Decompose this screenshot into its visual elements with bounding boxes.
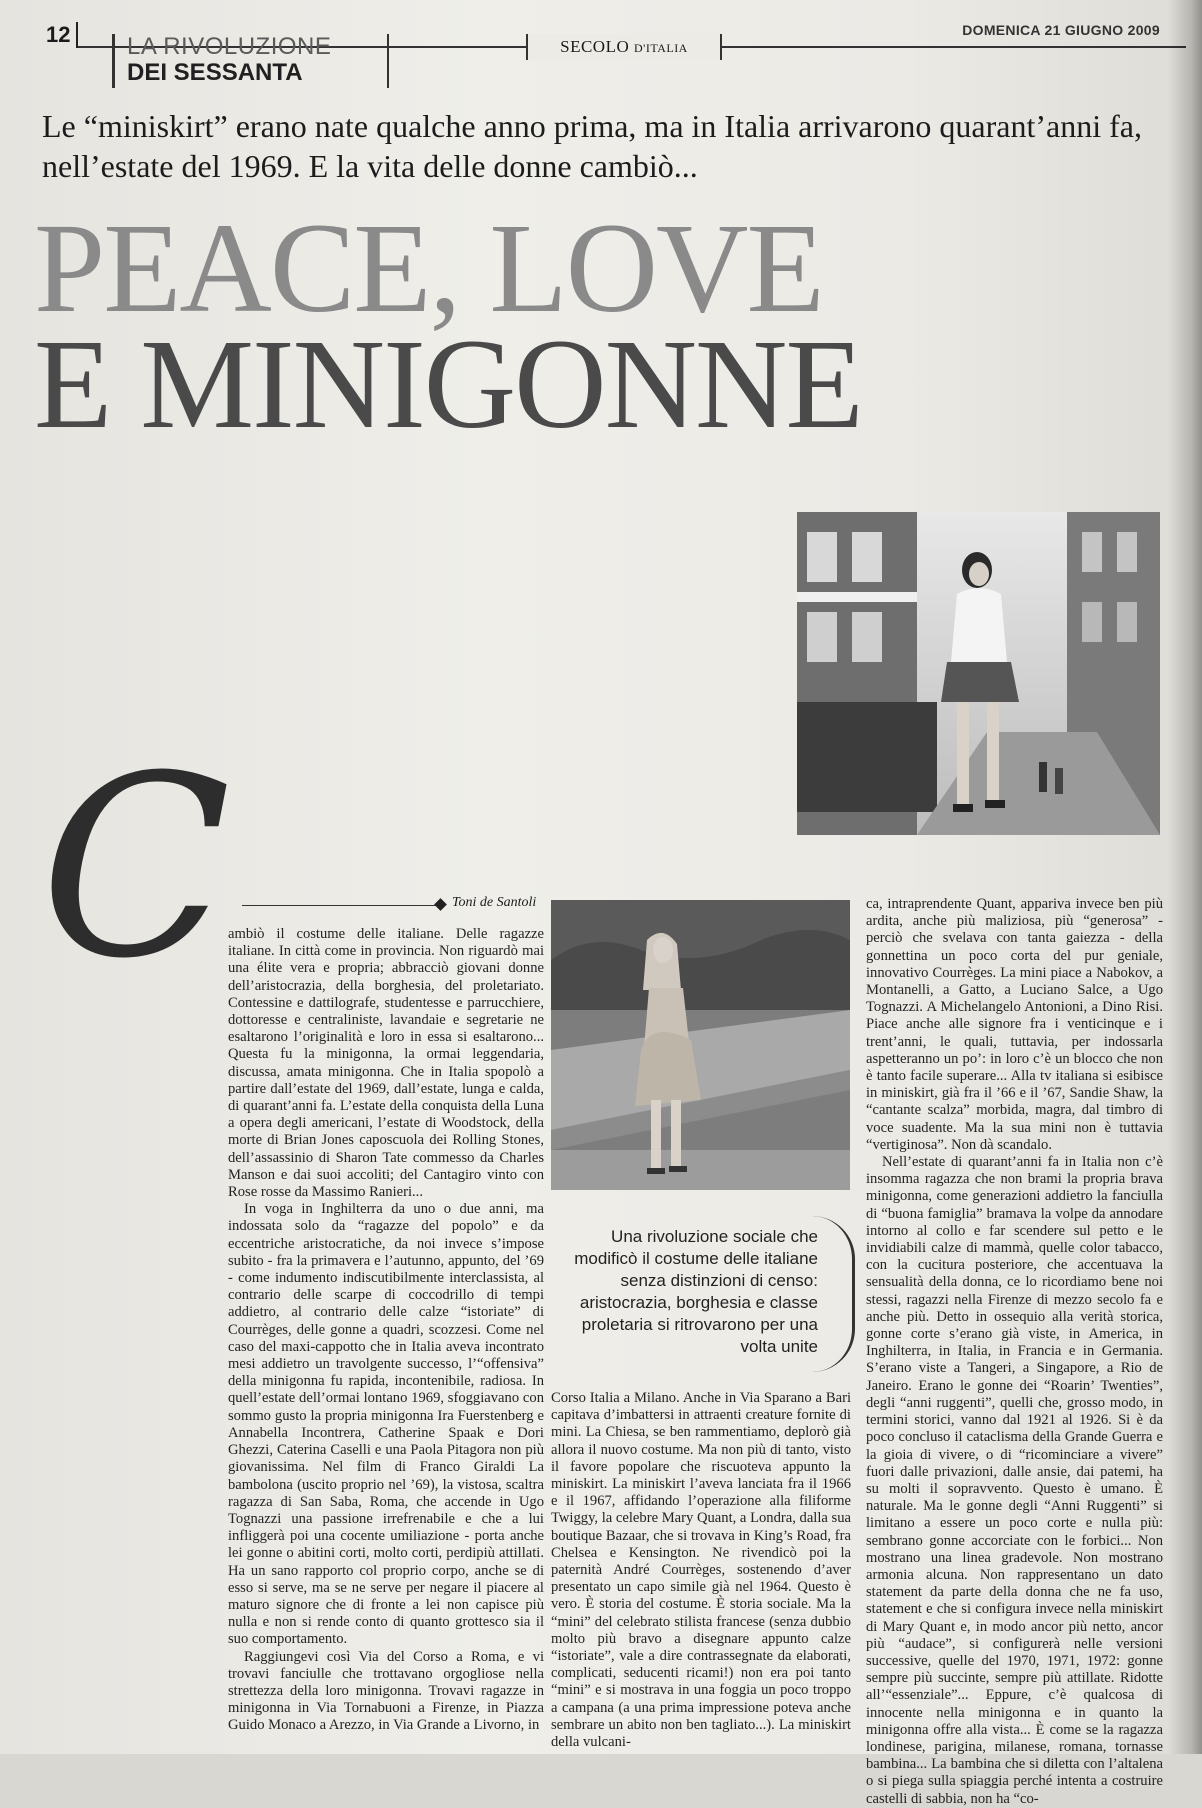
dateline: DOMENICA 21 GIUGNO 2009 [962, 22, 1160, 38]
masthead-suffix: D'ITALIA [634, 41, 688, 55]
pull-quote: Una rivoluzione sociale che modificò il costume delle italiane senza distinzioni di censo: aristocrazia, borghesia e classe proletaria si ritrovarono per una volta unite [574, 1227, 818, 1356]
article-column-1 [228, 926, 544, 1740]
photo-woman-street [797, 512, 1160, 835]
byline: Toni de Santoli [452, 895, 537, 910]
column-3-paragraph-2: Nell’estate di quarant’anni fa in Italia non c’è insomma ragazza che non brami la propria brava minigonna, come generazioni addietro la fanciulla di “buona famiglia” bramava la volpe da annodare intorno al collo e far scendere sul petto e le invidiabili calze di mammà, quelle color tabacco, con la cucitura posteriore, che accentuava la sensualità della donna, ce lo ricordiamo bene noi stessi, ragazzi nella Firenze di mezzo secolo fa e anche più. Detto in ossequio alla verità storica, gonne corte s’erano già viste, in America, in Inghilterra, in Italia, in Francia e in Germania. S’erano viste a Tangeri, a Singapore, a Rio de Janeiro. Erano le gonne dei “Roarin’ Twenties”, degli “anni ruggenti”, quelli che, grosso modo, in termini storici, vanno dal 1921 al 1926. Si è da poco concluso il cataclisma della Grande Guerra e la gioia di vivere, o di “ricominciare a vivere” fuori dalle privazioni, dalle ansie, dai patemi, ha su molti il sopravvento. Questo è umano. È naturale. Ma le gonne degli “Anni Ruggenti” si limitano a essere un poco corte e nulla più: sembrano gonne accorciate con le forbici... Non mostrano una linea gradevole. Non mostrano armonia alcuna. Non rappresentano un dato statement da parte della donna che ne fa uso, statement e che si configura invece nella miniskirt di Mary Quant e, in modo ancor più netto, ancor più “audace”, si configurerà nelle versioni successive, quelle del 1970, 1971, 1972: gonne sempre più succinte, sempre più attillate. Ridotte all’“essenziale”... Eppure, c’è qualcosa di innocente nella minigonna e in quanto la minigonna offre alla vista... È come se la ragazza londinese, parigina, milanese, romana, tornasse bambina... La bambina che si diletta con l’altalena o si piega sulla spiaggia perché intenta a costruire castelli di sabbia, non ha “co- [866, 1154, 1163, 1807]
section-line-1: LA RIVOLUZIONE [127, 33, 332, 60]
article-column-2 [551, 1390, 851, 1751]
page-fold-shadow [1168, 0, 1202, 1754]
section-label [112, 34, 389, 88]
column-1-paragraph-3: Raggiungevi così Via del Corso a Roma, e vi trovavi fanciulle che trottavano orgogliose nella strettezza della loro minigonna. Trovavi ragazze in minigonna in Via Tornabuoni a Firenze, in Piazza Guido Monaco a Arezzo, in Via Grande a Livorno, in [228, 1648, 544, 1734]
section-line-2: DEI SESSANTA [127, 59, 303, 86]
article-deck: Le “miniskirt” erano nate qualche anno prima, ma in Italia arrivarono quarant’anni fa, nell’estate del 1969. E la vita delle donne cambiò... [42, 108, 1142, 184]
page-number: 12 [46, 22, 78, 48]
masthead [526, 34, 722, 60]
headline-line-1: PEACE, LOVE [34, 197, 823, 339]
article-headline [34, 197, 1174, 455]
column-2-paragraph-1: Corso Italia a Milano. Anche in Via Sparano a Bari capitava d’imbattersi in attraenti creature fornite di mini. La Chiesa, se ben rammentiamo, deplorò già allora il nuovo costume. Ma non più di tanto, visto il favore popolare che riscuoteva appunto la miniskirt. La miniskirt l’aveva lanciata fra il 1966 e il 1967, affidando l’operazione alla filiforme Twiggy, la celebre Mary Quant, a Londra, dalla sua boutique Bazaar, che si trovava in King’s Road, fra Chelsea e Kensington. Ne rivendicò poi la paternità André Courrèges, sostenendo d’aver presentato un capo simile già nel 1964. Questo è vero. È storia del costume. È storia sociale. Ma la “mini” del celebrato stilista francese (senza dubbio molto più bravo a disegnare appunto calze “istoriate”, vale a dire contrassegnate da elaborati, complicati, seducenti ricami!) non era poi tanto “mini” e si mostrava in una foggia un poco troppo a campana (a una prima impressione poteva anche sembrare un abito non ben tagliato...). La miniskirt della vulcani- [551, 1390, 851, 1751]
photo-woman-walking [551, 900, 850, 1190]
column-1-paragraph-2: In voga in Inghilterra da uno o due anni, ma indossata solo da “ragazze del popolo” e da eccentriche aristocratiche, da noi invece s’impose subito - fra la primavera e l’autunno, appunto, del ’69 - come indumento indiscutibilmente interclassista, al contrario delle scarpe di coccodrillo di tempi addietro, al contrario delle calze “istoriate” di Courrèges, delle gonne a quadri, scozzesi. Come nel caso del maxi-cappotto che in Italia aveva incontrato mesi addietro un travolgente successo, l’“offensiva” della minigonna fu rapida, incontenibile, radiosa. In quell’estate dell’ormai lontano 1969, sfoggiavano con sommo gusto la propria minigonna Ira Fuerstenberg e Annabella Incontrera, Catherine Spaak e Dori Ghezzi, Caterina Caselli e una Paola Pitagora non più giovanissima. Nel film di Franco Giraldi La bambolona (uscito proprio nel ’69), la vistosa, scaltra ragazza di San Saba, Roma, che accende in Ugo Tognazzi una passione irrefrenabile e che a lui infliggerà poi una cocente umiliazione - porta anche lei gonne o abitini corti, molto corti, perdipiù attillati. Ha un sano rapporto col proprio corpo, anche se di esso si serve, ma se ne serve per negare il piacere al maturo signore che di fronte a lei non capisce più nulla e non si rende conto di quanto grottesco sia il suo comportamento. [228, 1201, 544, 1648]
headline-line-2: E MINIGONNE [34, 313, 862, 455]
masthead-name: SECOLO [560, 37, 630, 56]
byline-diamond [434, 898, 447, 911]
column-1-paragraph-1: ambiò il costume delle italiane. Delle ragazze italiane. In città come in provincia. Non riguardò mai una élite vera e propria; abbracciò giovani donne dell’aristocrazia, della borghesia, del proletariato. Contessine e dattilografe, studentesse e parrucchiere, dottoresse e centraliniste, lavandaie e segretarie ne esaltarono l’originalità e loro in essa si esaltarono... Questa fu la minigonna, la ormai leggendaria, discussa, amata minigonna. Che in Italia spopolò a partire dall’estate del 1969, dall’estate, lunga e calda, di quarant’anni fa. L’estate della conquista della Luna a opera degli americani, l’estate di Woodstock, della morte di Brian Jones caposcuola dei Rolling Stones, dell’assassinio di Sharon Tate commesso da Charles Manson e dai suoi accoliti; del Cantagiro vinto con Rose rosse da Massimo Ranieri... [228, 926, 544, 1201]
walking-scene-illustration [551, 900, 850, 1190]
street-scene-illustration [797, 512, 1160, 835]
pull-quote-bracket [812, 1216, 855, 1372]
byline-rule [242, 905, 438, 906]
column-3-paragraph-1: ca, intraprendente Quant, appariva invece ben più ardita, anche più maliziosa, più “generosa” - perciò che svelava con tanta gaiezza - della gonnettina un poco corta del pur geniale, innovativo Courrèges. La mini piace a Nabokov, a Montanelli, a Gatto, a Luciano Salce, a Ugo Tognazzi. A Michelangelo Antonioni, a Dino Risi. Piace anche alle signore fra i venticinque e i trent’anni, le quali, tuttavia, per indossarla aspetteranno un po’: in loro c’è un blocco che non è tanto facile superare... Alla tv italiana si esibisce in miniskirt, già fra il ’66 e il ’67, Sandie Shaw, la “cantante scalza” morbida, magra, dal timbro di voce suadente. Ma la sua mini non è tuttavia “vertiginosa”. Non dà scandalo. [866, 896, 1163, 1153]
page-header [40, 20, 1160, 90]
drop-cap: C [40, 722, 232, 1013]
article-column-3 [866, 896, 1163, 1807]
